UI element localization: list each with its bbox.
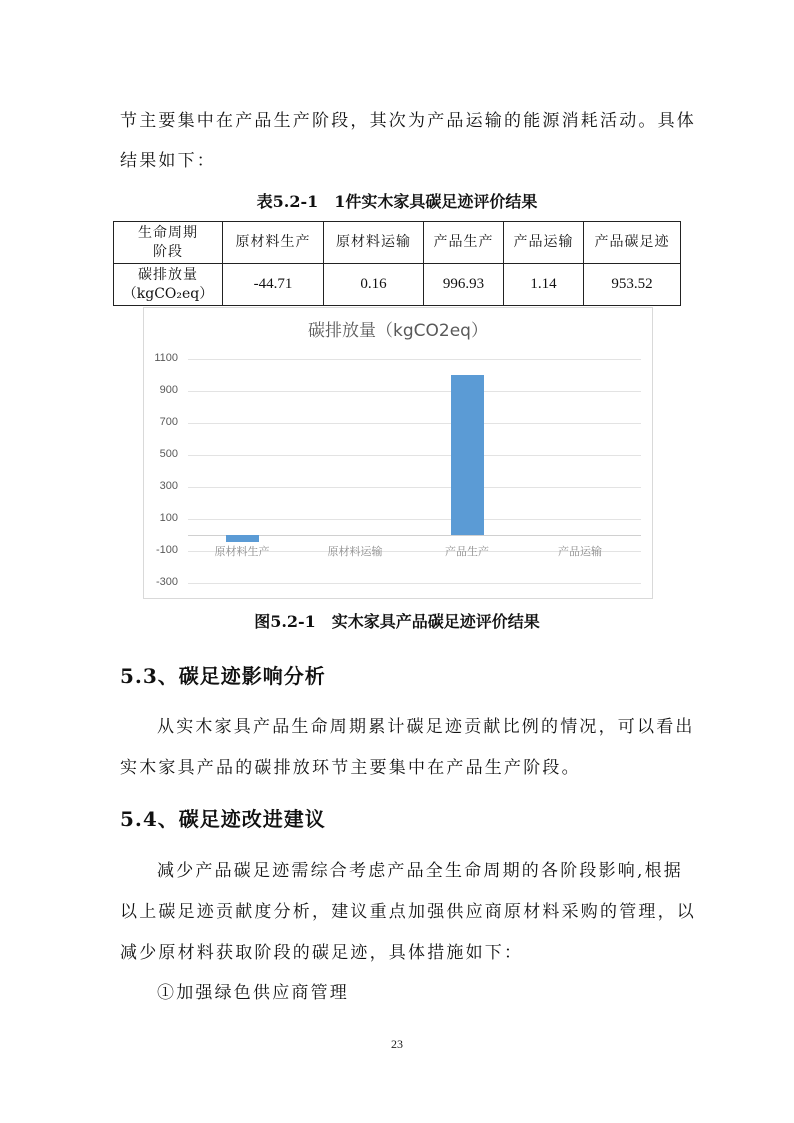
intro-line-2: 结果如下： — [120, 151, 216, 171]
gridline — [188, 583, 641, 584]
section-5-4-line-3: 减少原材料获取阶段的碳足迹，具体措施如下： — [120, 943, 524, 963]
bar-product-production — [451, 375, 484, 535]
gridline — [188, 391, 641, 392]
bar-chart — [143, 307, 653, 599]
x-category-label: 原材料生产 — [214, 545, 270, 558]
table-cell: 953.52 — [584, 264, 681, 306]
intro-line-1: 节主要集中在产品生产阶段，其次为产品运输的能源消耗活动。具体 — [120, 111, 696, 131]
section-5-4-item-1: ①加强绿色供应商管理 — [157, 983, 349, 1003]
header-label-line-1: 生命周期 — [138, 224, 198, 241]
header-label-line-2: 阶段 — [153, 243, 183, 260]
section-5-3-line-2: 实木家具产品的碳排放环节主要集中在产品生产阶段。 — [120, 758, 581, 778]
page-number: 23 — [391, 1037, 403, 1051]
y-tick-label: 1100 — [154, 352, 178, 364]
table-col-header: 产品生产 — [424, 222, 504, 264]
gridline — [188, 455, 641, 456]
gridline — [188, 519, 641, 520]
chart-title: 碳排放量（kgCO2eq） — [308, 321, 488, 341]
section-5-3-heading: 5.3、碳足迹影响分析 — [120, 664, 326, 688]
figure-caption: 图5.2-1 实木家具产品碳足迹评价结果 — [254, 612, 540, 631]
y-tick-label: -100 — [155, 544, 178, 556]
table-cell: 996.93 — [424, 264, 504, 306]
table-col-header: 原材料生产 — [223, 222, 324, 264]
table-col-header: 产品碳足迹 — [584, 222, 681, 264]
gridline — [188, 359, 641, 360]
results-table — [113, 221, 681, 306]
table-cell: -44.71 — [223, 264, 324, 306]
y-tick-label: -300 — [155, 576, 178, 588]
y-tick-label: 900 — [159, 384, 178, 396]
table-caption: 表5.2-1 1件实木家具碳足迹评价结果 — [256, 192, 538, 211]
value-label-line-1: 碳排放量 — [138, 266, 198, 283]
section-5-4-line-1: 减少产品碳足迹需综合考虑产品全生命周期的各阶段影响,根据 — [157, 861, 684, 881]
x-category-label: 原材料运输 — [327, 545, 383, 558]
table-cell: 1.14 — [504, 264, 584, 306]
y-tick-label: 500 — [159, 448, 178, 460]
gridline — [188, 423, 641, 424]
table-header-row — [114, 222, 681, 264]
y-tick-label: 300 — [159, 480, 178, 492]
table-value-row — [114, 264, 681, 306]
x-category-label: 产品生产 — [445, 545, 489, 558]
bar-raw-material-production — [226, 535, 259, 542]
section-5-4-heading: 5.4、碳足迹改进建议 — [120, 807, 326, 831]
table-col-header: 原材料运输 — [324, 222, 424, 264]
section-5-4-line-2: 以上碳足迹贡献度分析，建议重点加强供应商原材料采购的管理，以 — [120, 902, 696, 922]
table-row-label-value — [114, 264, 223, 306]
y-tick-label: 700 — [159, 416, 178, 428]
x-category-label: 产品运输 — [558, 545, 602, 558]
table-row-label-header — [114, 222, 223, 264]
value-label-line-2: （kgCO₂eq） — [122, 285, 214, 302]
section-5-3-line-1: 从实木家具产品生命周期累计碳足迹贡献比例的情况，可以看出 — [157, 717, 695, 737]
table-cell: 0.16 — [324, 264, 424, 306]
table-col-header: 产品运输 — [504, 222, 584, 264]
y-tick-label: 100 — [159, 512, 178, 524]
gridline — [188, 487, 641, 488]
